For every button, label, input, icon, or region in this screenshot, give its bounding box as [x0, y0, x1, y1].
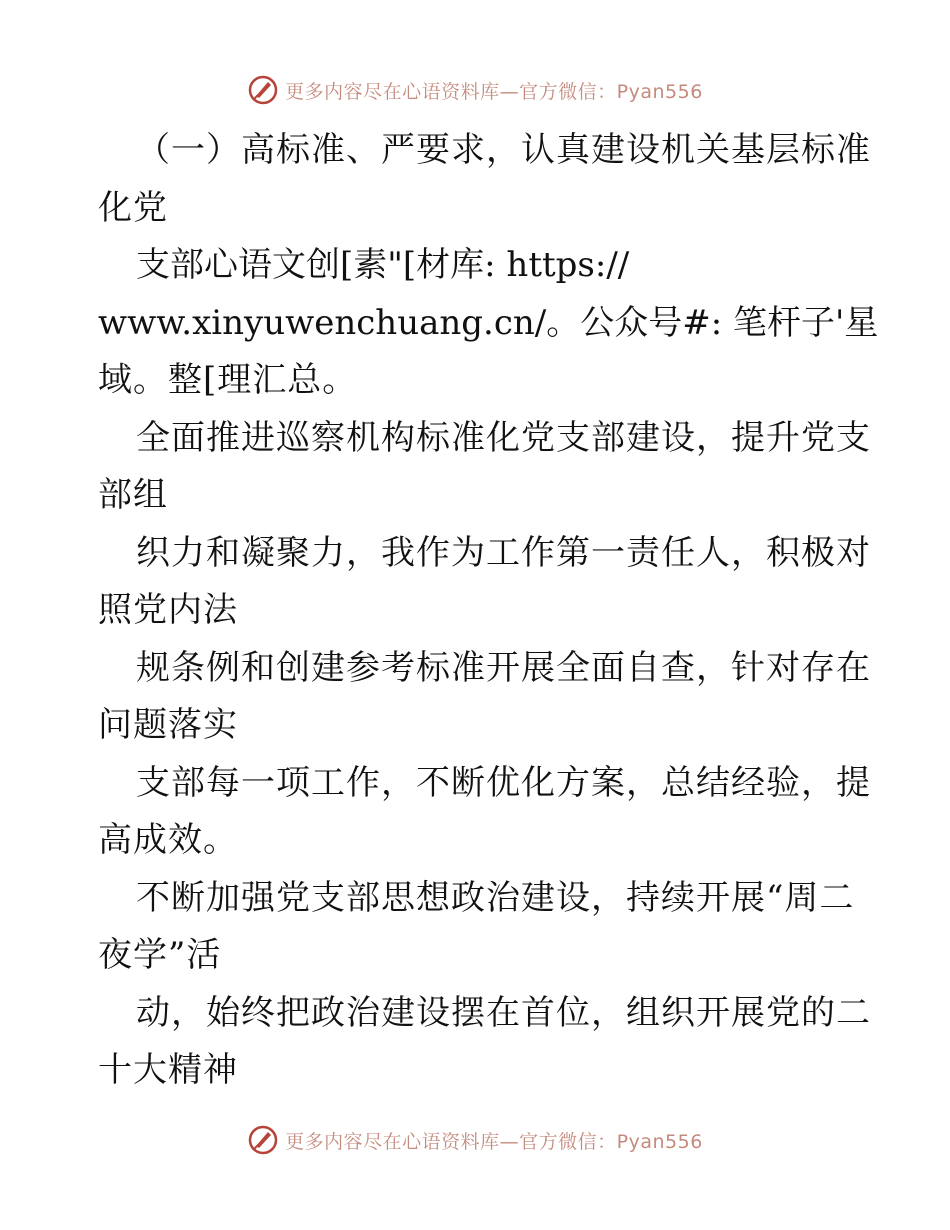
footer-banner-text: 更多内容尽在心语资料库—官方微信：Pyan556 — [285, 1130, 703, 1153]
document-body — [98, 122, 879, 1100]
footer-banner — [0, 1120, 950, 1160]
text-line: 支部心语文创[素"[材库: https:// — [136, 245, 630, 285]
text-line: 部组 — [98, 475, 168, 515]
text-line: 照党内法 — [98, 590, 238, 630]
text-line: 支部每一项工作，不断优化方案，总结经验，提 — [136, 762, 871, 803]
text-line: 夜学”活 — [98, 935, 222, 975]
quill-seal-icon — [247, 74, 279, 106]
text-line: 规条例和创建参考标准开展全面自查，针对存在 — [136, 647, 871, 688]
header-banner-text: 更多内容尽在心语资料库—官方微信：Pyan556 — [285, 80, 703, 103]
text-line: 问题落实 — [98, 705, 238, 745]
text-line: 动，始终把政治建设摆在首位，组织开展党的二 — [136, 992, 871, 1033]
text-line: 域。整[理汇总。 — [98, 360, 358, 400]
text-line: www.xinyuwenchuang.cn/。公众号#: 笔杆子'星 — [98, 302, 879, 343]
quill-seal-icon — [247, 1124, 279, 1156]
text-line: 化党 — [98, 187, 168, 228]
text-line: 全面推进巡察机构标准化党支部建设，提升党支 — [136, 417, 871, 458]
text-line: 十大精神 — [98, 1050, 238, 1090]
text-line: （一）高标准、严要求，认真建设机关基层标准 — [136, 130, 871, 170]
text-line: 织力和凝聚力，我作为工作第一责任人，积极对 — [136, 532, 871, 573]
header-banner — [0, 70, 950, 110]
text-line: 不断加强党支部思想政治建设，持续开展“周二 — [136, 877, 855, 918]
text-line: 高成效。 — [98, 820, 238, 860]
